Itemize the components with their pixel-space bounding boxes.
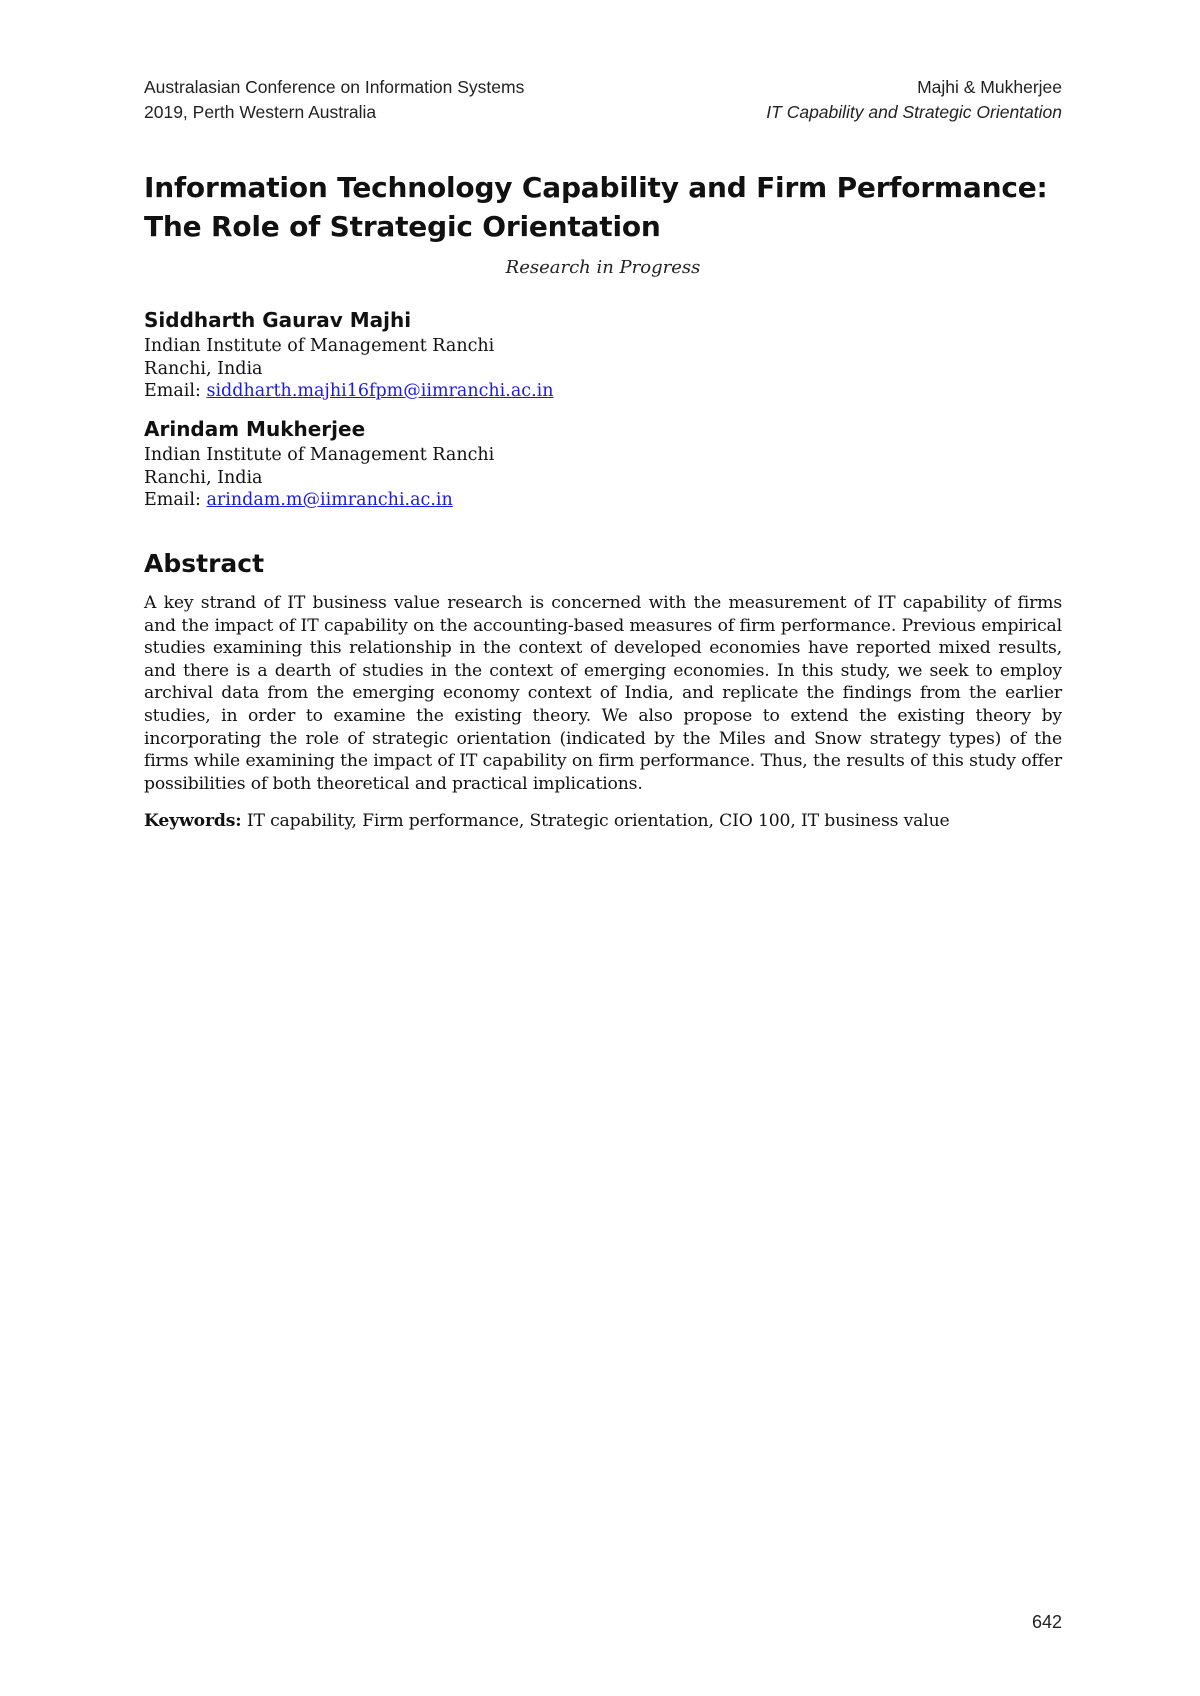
keywords-label: Keywords: bbox=[144, 811, 242, 831]
author-email-line bbox=[144, 489, 1062, 512]
keywords-text: IT capability, Firm performance, Strategic orientation, CIO 100, IT business value bbox=[241, 811, 950, 831]
header-conference-line2: 2019, Perth Western Australia bbox=[144, 102, 377, 122]
author-email-line bbox=[144, 380, 1062, 403]
abstract-heading: Abstract bbox=[144, 549, 265, 578]
author-block bbox=[144, 414, 1062, 512]
paper-title-line1: Information Technology Capability and Firm Performance: bbox=[144, 171, 1048, 204]
paper-title-line2: The Role of Strategic Orientation bbox=[144, 210, 661, 243]
author-affiliation: Indian Institute of Management Ranchi bbox=[144, 445, 495, 465]
author-email-link[interactable]: siddharth.majhi16fpm@iimranchi.ac.in bbox=[206, 381, 554, 401]
author-block bbox=[144, 305, 1062, 403]
author-location: Ranchi, India bbox=[144, 358, 263, 379]
paper-title bbox=[144, 168, 1074, 246]
paper-subtitle: Research in Progress bbox=[505, 257, 701, 278]
abstract-body: A key strand of IT business value research is concerned with the measurement of IT capability of firms and the impact of IT capability on the accounting-based measures of firm performance. Previous empirical studies examining this relationship in the context of developed economies have reported mixed results, and there is a dearth of studies in the context of emerging economies. In this study, we seek to employ archival data from the emerging economy context of India, and replicate the findings from the earlier studies, in order to examine the existing theory. We also propose to extend the existing theory by incorporating the role of strategic orientation (indicated by the Miles and Snow strategy types) of the firms while examining the impact of IT capability on firm performance. Thus, the results of this study offer possibilities of both theoretical and practical implications. bbox=[144, 593, 1062, 794]
email-label: Email: bbox=[144, 490, 207, 510]
keywords-line bbox=[144, 810, 1062, 833]
author-location: Ranchi, India bbox=[144, 467, 263, 488]
header-conference-line1: Australasian Conference on Information Systems bbox=[144, 77, 525, 97]
header-authors: Majhi & Mukherjee bbox=[917, 77, 1062, 97]
author-affiliation: Indian Institute of Management Ranchi bbox=[144, 336, 495, 356]
page-number: 642 bbox=[1031, 1612, 1062, 1632]
header-paper-info bbox=[766, 75, 1062, 125]
author-name: Arindam Mukherjee bbox=[144, 417, 366, 441]
email-label: Email: bbox=[144, 381, 207, 401]
header-running-title: IT Capability and Strategic Orientation bbox=[766, 102, 1062, 122]
author-name: Siddharth Gaurav Majhi bbox=[144, 308, 412, 332]
header-conference bbox=[144, 75, 524, 125]
author-email-link[interactable]: arindam.m@iimranchi.ac.in bbox=[206, 490, 453, 510]
